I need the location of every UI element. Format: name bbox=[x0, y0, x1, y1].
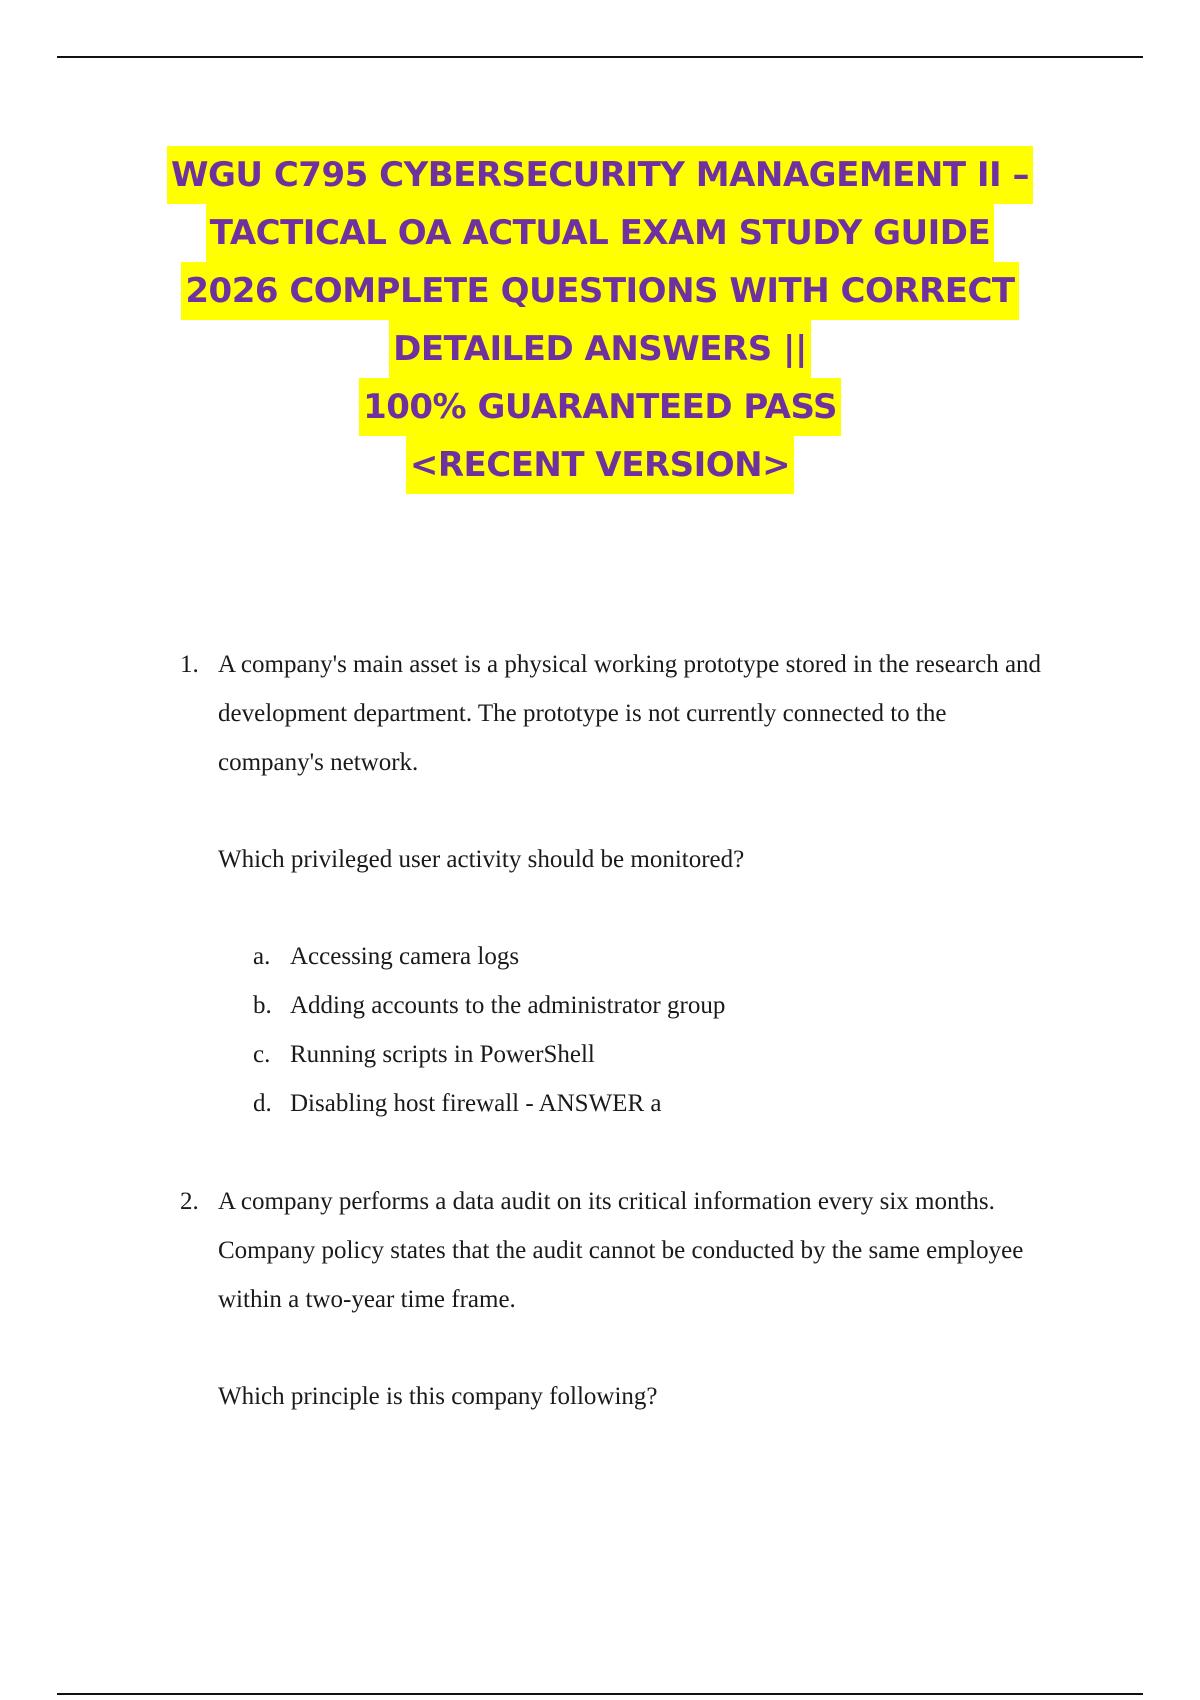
top-rule bbox=[57, 56, 1143, 58]
question-number: 1. bbox=[180, 651, 199, 678]
option-text: Adding accounts to the administrator group bbox=[290, 992, 726, 1019]
option-letter: b. bbox=[253, 992, 272, 1019]
question-text: A company's main asset is a physical working prototype stored in the research and development department. The prototype is not currently connected to the company's network. bbox=[218, 651, 1042, 776]
title-line-1: WGU C795 CYBERSECURITY MANAGEMENT II – bbox=[167, 146, 1033, 204]
title-line-4: DETAILED ANSWERS || bbox=[389, 320, 811, 378]
question-prompt: Which privileged user activity should be monitored? bbox=[218, 846, 745, 873]
question-prompt: Which principle is this company following? bbox=[218, 1383, 658, 1410]
option-text: Disabling host firewall - ANSWER a bbox=[290, 1090, 662, 1117]
document-title bbox=[60, 146, 1140, 494]
answer-option-b bbox=[253, 981, 1200, 1030]
answer-options bbox=[253, 932, 1200, 1128]
title-line-2: TACTICAL OA ACTUAL EXAM STUDY GUIDE bbox=[206, 204, 994, 262]
title-line-3: 2026 COMPLETE QUESTIONS WITH CORRECT bbox=[181, 262, 1018, 320]
question-2 bbox=[0, 1177, 1200, 1421]
title-line-5: 100% GUARANTEED PASS bbox=[359, 378, 841, 436]
question-number: 2. bbox=[180, 1188, 199, 1215]
question-list bbox=[0, 640, 1200, 1421]
answer-option-d bbox=[253, 1079, 1200, 1128]
answer-option-c bbox=[253, 1030, 1200, 1079]
option-text: Running scripts in PowerShell bbox=[290, 1041, 595, 1068]
option-text: Accessing camera logs bbox=[290, 943, 520, 970]
option-letter: d. bbox=[253, 1090, 272, 1117]
title-line-6: <RECENT VERSION> bbox=[406, 436, 794, 494]
option-letter: c. bbox=[253, 1041, 271, 1068]
bottom-rule bbox=[57, 1693, 1143, 1695]
question-1 bbox=[0, 640, 1200, 1128]
answer-option-a bbox=[253, 932, 1200, 981]
question-text: A company performs a data audit on its critical information every six months. Company policy states that the audit cannot be conducted by the same employee within a two-year time frame. bbox=[218, 1188, 1024, 1313]
option-letter: a. bbox=[253, 943, 271, 970]
